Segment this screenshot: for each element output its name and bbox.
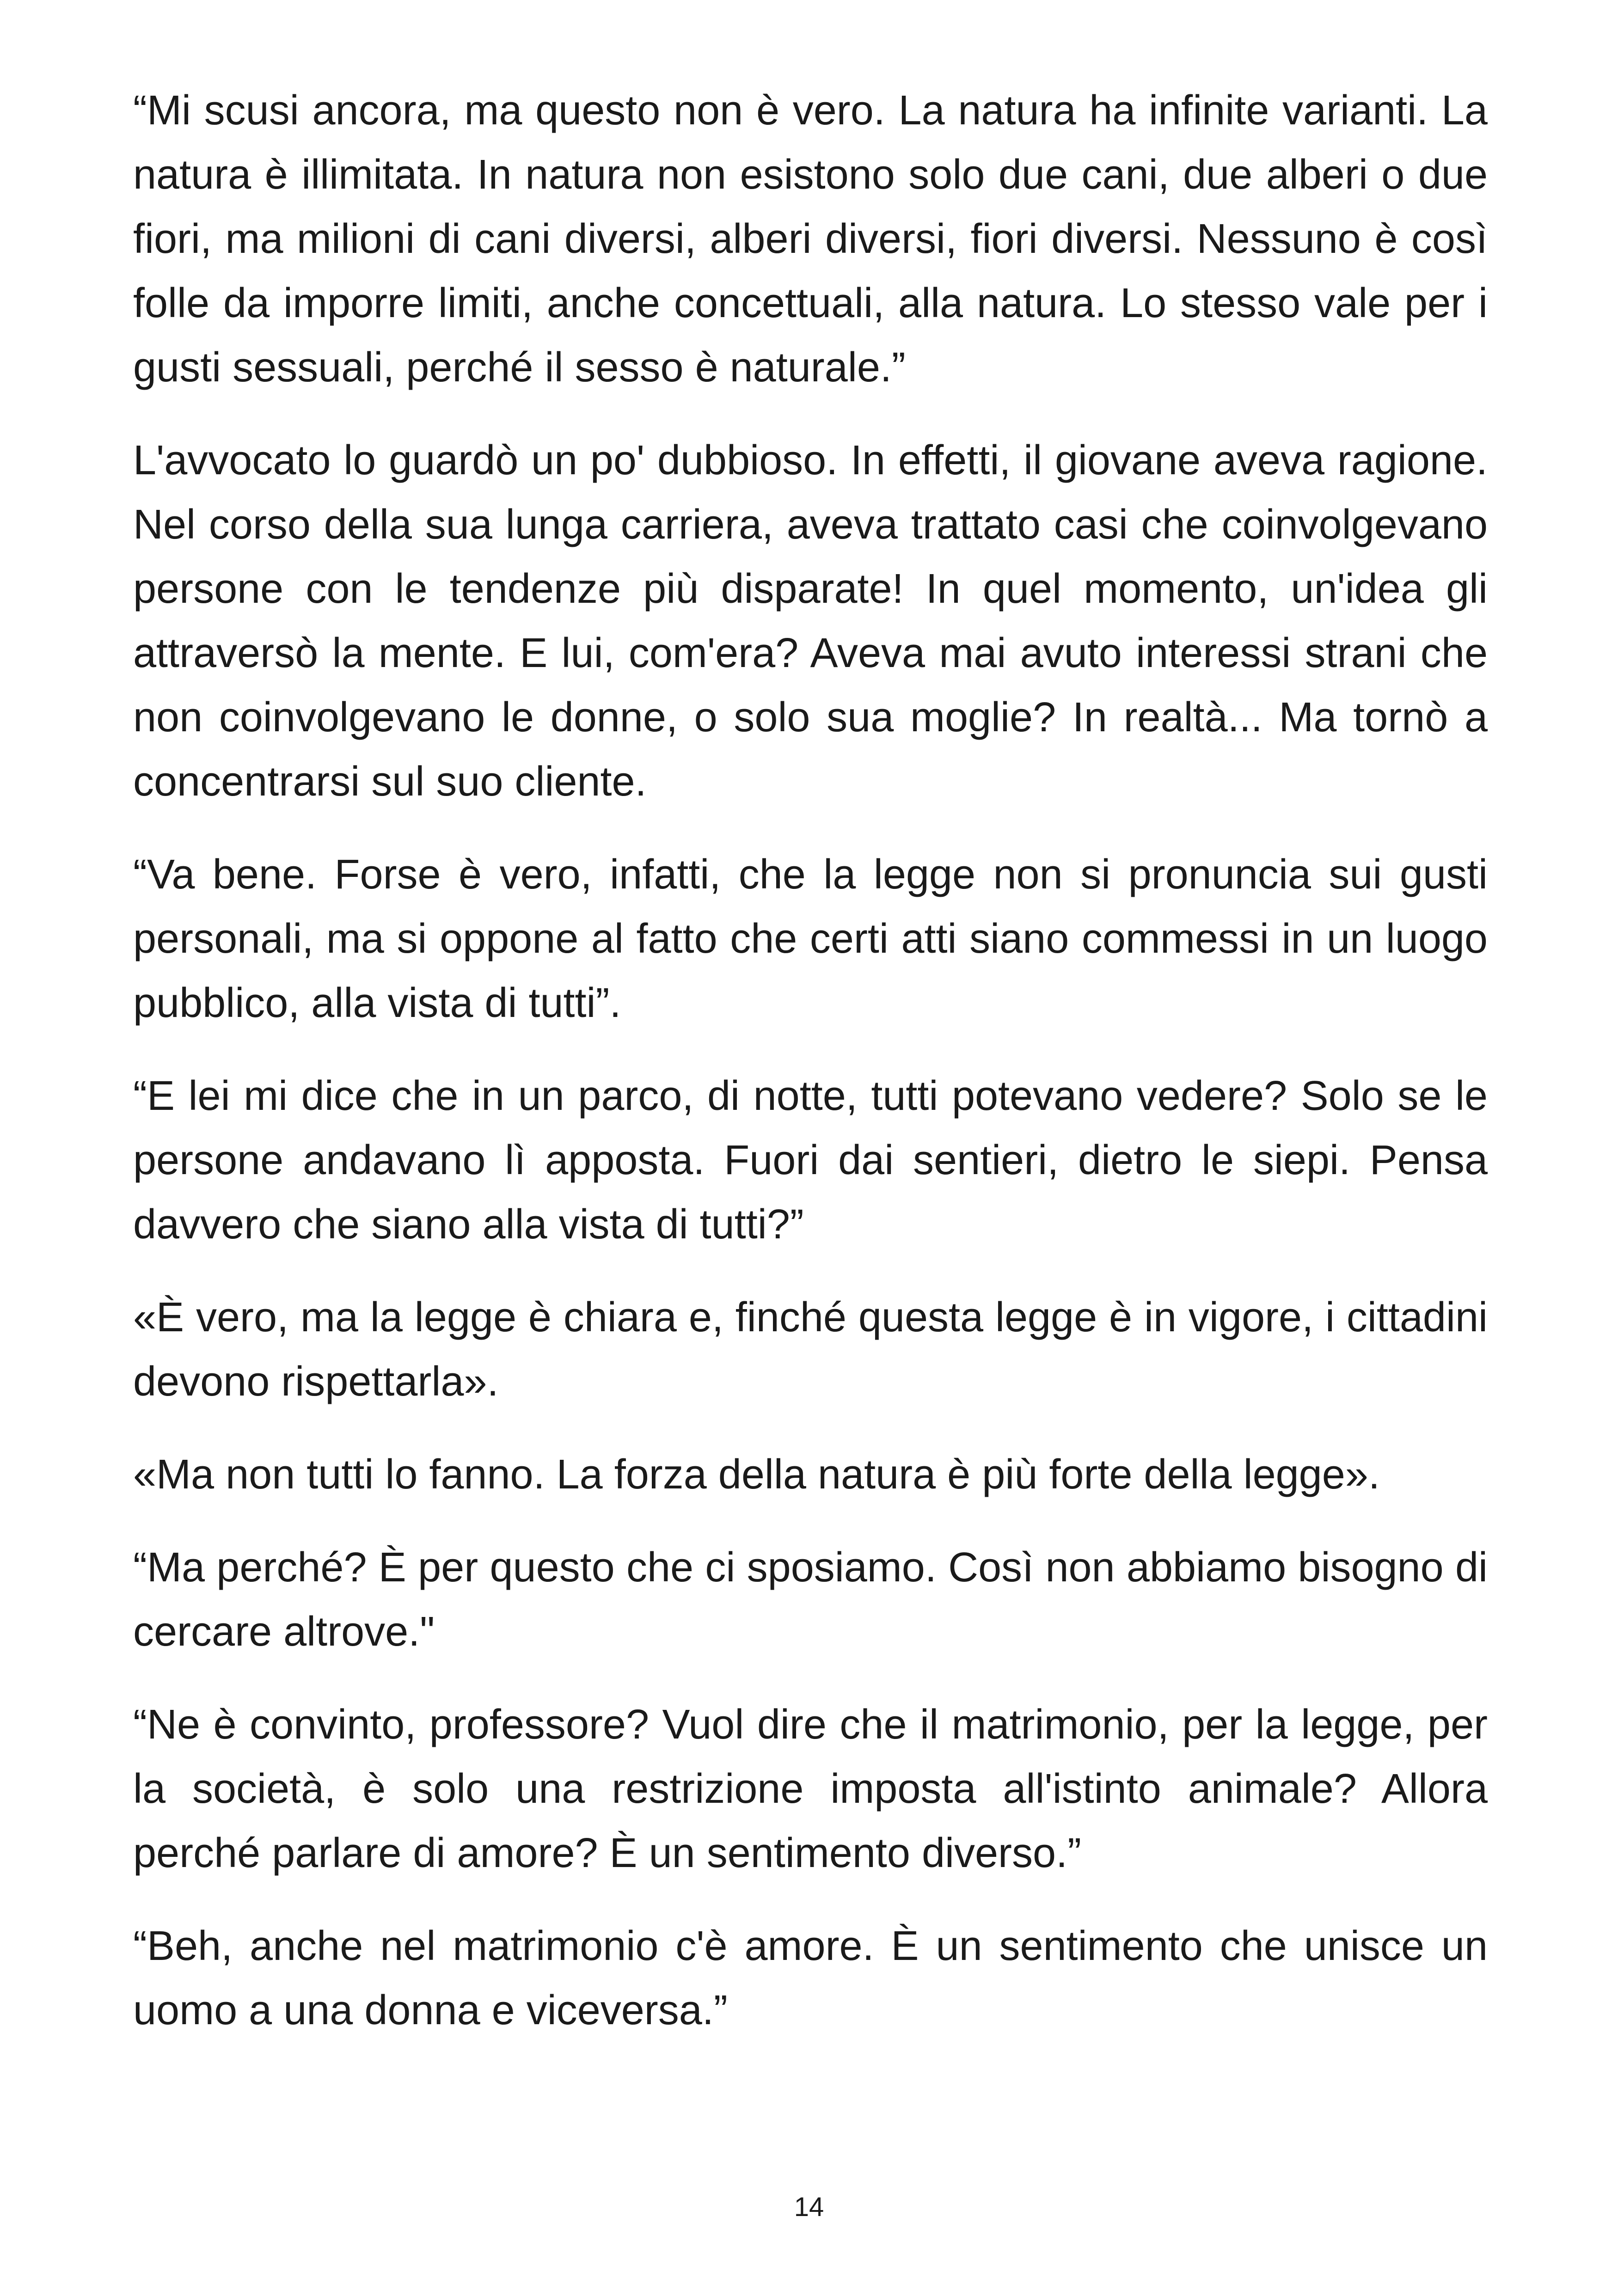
body-text: [133, 79, 1488, 2071]
paragraph: “Ne è convinto, professore? Vuol dire che il matrimonio, per la legge, per la società, è solo una restrizione imposta all'istinto animale? Allora perché parlare di amore? È un sentimento diverso.”: [133, 1702, 1488, 1876]
paragraph: L'avvocato lo guardò un po' dubbioso. In effetti, il giovane aveva ragione. Nel corso della sua lunga carriera, aveva trattato casi che coinvolgevano persone con le tendenze più disparate! In quel momento, un'idea gli attraversò la mente. E lui, com'era? Aveva mai avuto interessi strani che non coinvolgevano le donne, o solo sua moglie? In realtà... Ma tornò a concentrarsi sul suo cliente.: [133, 437, 1488, 805]
paragraph: “Beh, anche nel matrimonio c'è amore. È un sentimento che unisce un uomo a una donna e viceversa.”: [133, 1923, 1488, 2033]
paragraph: «È vero, ma la legge è chiara e, finché questa legge è in vigore, i cittadini devono rispettarla».: [133, 1294, 1488, 1405]
page-number: 14: [794, 2192, 824, 2222]
paragraph: “Ma perché? È per questo che ci sposiamo. Così non abbiamo bisogno di cercare altrove.": [133, 1544, 1488, 1655]
paragraph: “Mi scusi ancora, ma questo non è vero. La natura ha infinite varianti. La natura è illimitata. In natura non esistono solo due cani, due alberi o due fiori, ma milioni di cani diversi, alberi diversi, fiori diversi. Nessuno è così folle da imporre limiti, anche concettuali, alla natura. Lo stesso vale per i gusti sessuali, perché il sesso è naturale.”: [133, 87, 1488, 391]
paragraph: “E lei mi dice che in un parco, di notte, tutti potevano vedere? Solo se le persone andavano lì apposta. Fuori dai sentieri, dietro le siepi. Pensa davvero che siano alla vista di tutti?”: [133, 1073, 1488, 1248]
paragraph: «Ma non tutti lo fanno. La forza della natura è più forte della legge».: [133, 1451, 1380, 1498]
paragraph: “Va bene. Forse è vero, infatti, che la legge non si pronuncia sui gusti personali, ma si oppone al fatto che certi atti siano commessi in un luogo pubblico, alla vista di tutti”.: [133, 851, 1488, 1026]
